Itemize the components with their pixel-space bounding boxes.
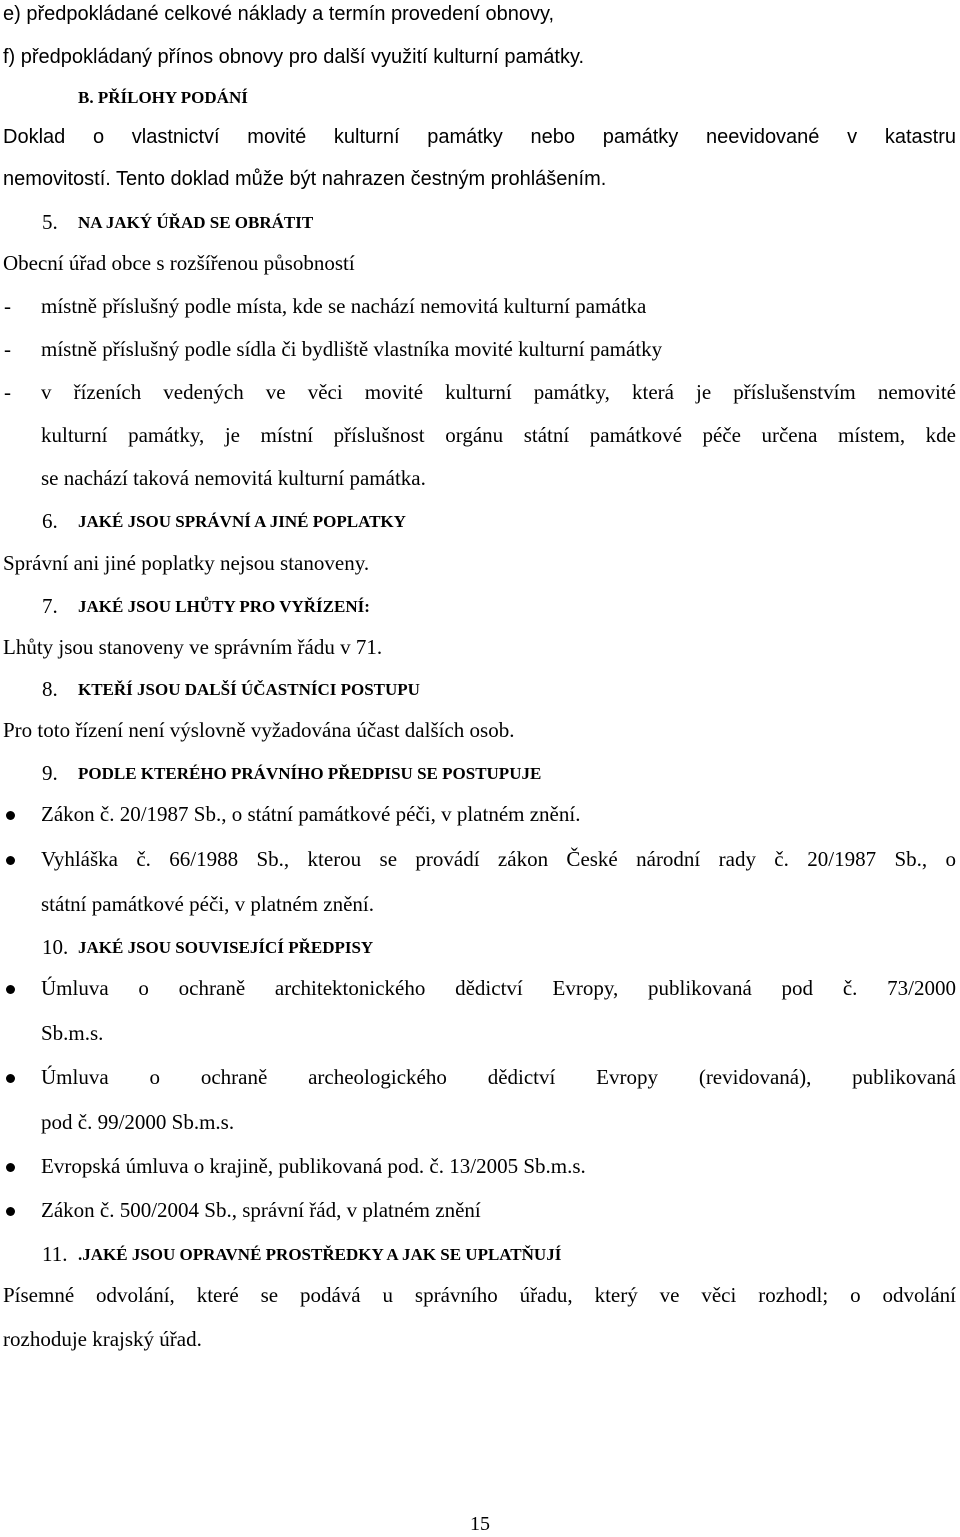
bullet-icon (6, 1163, 15, 1172)
bullet-icon (6, 985, 15, 994)
section-6-text: Správní ani jiné poplatky nejsou stanoveny. (3, 551, 370, 575)
section-10-item-1-line1: Úmluva o ochraně architektonického dědictví Evropy, publikovaná pod č. 73/2000 (41, 976, 956, 1000)
dash-marker: - (4, 294, 11, 318)
section-5-number: 5. (42, 210, 58, 234)
section-6-heading: JAKÉ JSOU SPRÁVNÍ A JINÉ POPLATKY (78, 512, 406, 531)
section-11-text-line2: rozhoduje krajský úřad. (3, 1327, 202, 1351)
section-10-item-1-line2: Sb.m.s. (41, 1021, 104, 1045)
attachments-text-line1: Doklad o vlastnictví movité kulturní památky nebo památky neevidované v katastru (3, 126, 956, 148)
section-6-number: 6. (42, 509, 58, 533)
page-number: 15 (470, 1513, 490, 1535)
section-9-number: 9. (42, 761, 58, 785)
section-5-item-3-line1: v řízeních vedených ve věci movité kulturní památky, která je příslušenstvím nemovité (41, 380, 956, 404)
renewal-item-e: e) předpokládané celkové náklady a termín provedení obnovy, (3, 3, 555, 25)
section-8-text: Pro toto řízení není výslovně vyžadována účast dalších osob. (3, 718, 515, 742)
dash-marker: - (4, 337, 11, 361)
section-5-item-1: místně příslušný podle místa, kde se nachází nemovitá kulturní památka (41, 294, 647, 318)
bullet-icon (6, 856, 15, 865)
section-9-item-1: Zákon č. 20/1987 Sb., o státní památkové péči, v platném znění. (41, 802, 581, 826)
section-10-number: 10. (42, 935, 69, 959)
section-5-heading: NA JAKÝ ÚŘAD SE OBRÁTIT (78, 213, 314, 232)
section-10-item-2-line2: pod č. 99/2000 Sb.m.s. (41, 1110, 235, 1134)
section-11-heading: .JAKÉ JSOU OPRAVNÉ PROSTŘEDKY A JAK SE UPLATŇUJÍ (78, 1245, 562, 1264)
section-9-item-2-line2: státní památkové péči, v platném znění. (41, 892, 374, 916)
section-11-number: 11. (42, 1242, 68, 1266)
renewal-item-f: f) předpokládaný přínos obnovy pro další využití kulturní památky. (3, 46, 585, 68)
bullet-icon (6, 1074, 15, 1083)
section-5-item-3-line3: se nachází taková nemovitá kulturní památka. (41, 466, 426, 490)
bullet-icon (6, 1207, 15, 1216)
section-11-text-line1: Písemné odvolání, které se podává u správního úřadu, který ve věci rozhodl; o odvolání (3, 1283, 956, 1307)
section-5-intro: Obecní úřad obce s rozšířenou působností (3, 251, 355, 275)
section-10-item-2-line1: Úmluva o ochraně archeologického dědictví Evropy (revidovaná), publikovaná (41, 1065, 956, 1089)
attachments-text-line2: nemovitostí. Tento doklad může být nahrazen čestným prohlášením. (3, 168, 607, 190)
section-8-number: 8. (42, 677, 58, 701)
section-9-item-2-line1: Vyhláška č. 66/1988 Sb., kterou se provádí zákon České národní rady č. 20/1987 Sb., o (41, 847, 956, 871)
section-5-item-3-line2: kulturní památky, je místní příslušnost orgánu státní památkové péče určena místem, kde (41, 423, 956, 447)
section-7-text: Lhůty jsou stanoveny ve správním řádu v 71. (3, 635, 383, 659)
section-10-item-4: Zákon č. 500/2004 Sb., správní řád, v platném znění (41, 1198, 481, 1222)
section-10-heading: JAKÉ JSOU SOUVISEJÍCÍ PŘEDPISY (78, 938, 374, 957)
section-5-item-2: místně příslušný podle sídla či bydliště vlastníka movité kulturní památky (41, 337, 663, 361)
section-7-number: 7. (42, 594, 58, 618)
bullet-icon (6, 811, 15, 820)
section-7-heading: JAKÉ JSOU LHŮTY PRO VYŘÍZENÍ: (78, 597, 370, 616)
section-8-heading: KTEŘÍ JSOU DALŠÍ ÚČASTNÍCI POSTUPU (78, 680, 420, 699)
section-9-heading: PODLE KTERÉHO PRÁVNÍHO PŘEDPISU SE POSTUPUJE (78, 764, 542, 783)
dash-marker: - (4, 380, 11, 404)
section-10-item-3: Evropská úmluva o krajině, publikovaná pod. č. 13/2005 Sb.m.s. (41, 1154, 586, 1178)
attachments-heading: B. PŘÍLOHY PODÁNÍ (78, 88, 248, 107)
